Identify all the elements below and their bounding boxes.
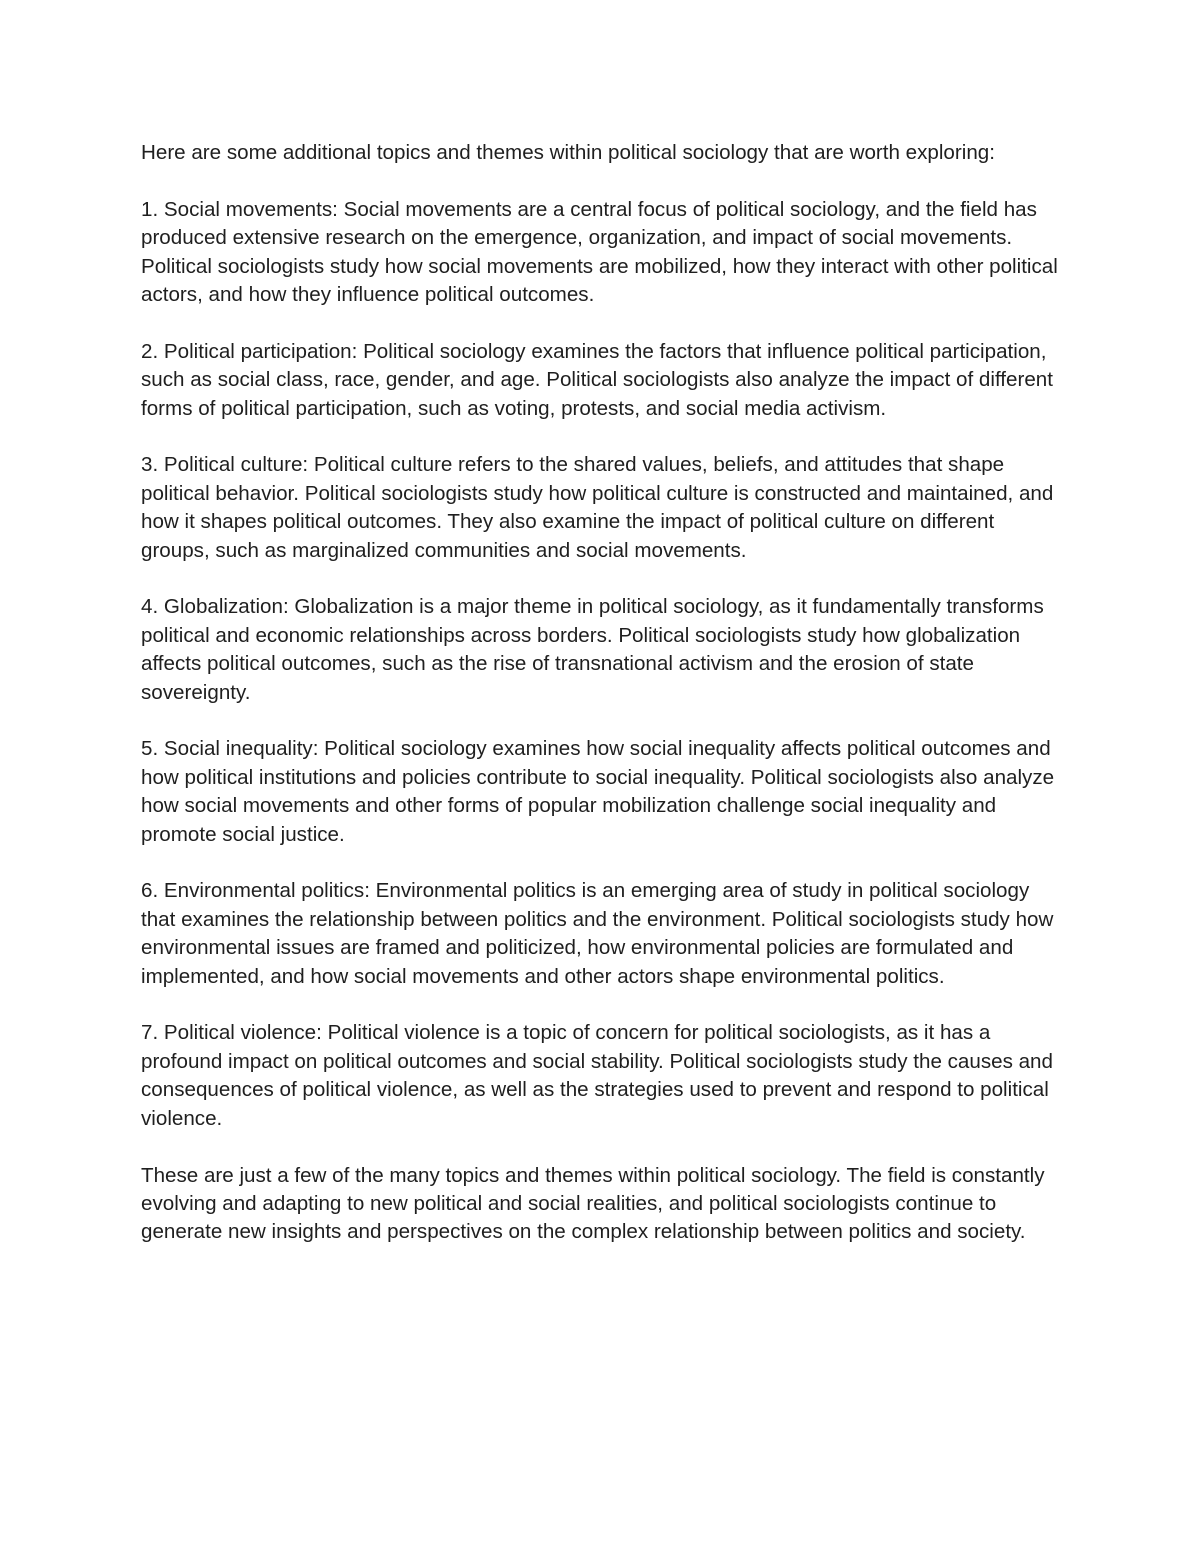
topic-paragraph-social-movements: 1. Social movements: Social movements are a central focus of political sociology, and the field has produced extensive research on the emergence, organization, and impact of social movements. Political sociologists study how social movements are mobilized, how they interact with other political actors, and how they influence political outcomes. xyxy=(141,197,1058,307)
document-body xyxy=(141,139,1066,1247)
topic-paragraph-political-culture: 3. Political culture: Political culture refers to the shared values, beliefs, and attitudes that shape political behavior. Political sociologists study how political culture is constructed and maintained, and how it shapes political outcomes. They also examine the impact of political culture on different groups, such as marginalized communities and social movements. xyxy=(141,453,1054,562)
topic-paragraph-political-participation: 2. Political participation: Political sociology examines the factors that influence political participation, such as social class, race, gender, and age. Political sociologists also analyze the impact of different forms of political participation, such as voting, protests, and social media activism. xyxy=(141,339,1053,420)
intro-paragraph: Here are some additional topics and themes within political sociology that are worth exploring: xyxy=(141,141,995,164)
topic-paragraph-globalization: 4. Globalization: Globalization is a major theme in political sociology, as it fundamentally transforms political and economic relationships across borders. Political sociologists study how globalization affects political outcomes, such as the rise of transnational activism and the erosion of state sovereignty. xyxy=(141,595,1044,704)
conclusion-paragraph: These are just a few of the many topics and themes within political sociology. The field is constantly evolving and adapting to new political and social realities, and political sociologists continue to generate new insights and perspectives on the complex relationship between politics and society. xyxy=(141,1163,1045,1244)
topic-paragraph-environmental-politics: 6. Environmental politics: Environmental politics is an emerging area of study in political sociology that examines the relationship between politics and the environment. Political sociologists study how environmental issues are framed and politicized, how environmental policies are formulated and implemented, and how social movements and other actors shape environmental politics. xyxy=(141,879,1054,988)
topic-paragraph-social-inequality: 5. Social inequality: Political sociology examines how social inequality affects political outcomes and how political institutions and policies contribute to social inequality. Political sociologists also analyze how social movements and other forms of popular mobilization challenge social inequality and promote social justice. xyxy=(141,737,1055,846)
topic-paragraph-political-violence: 7. Political violence: Political violence is a topic of concern for political sociologists, as it has a profound impact on political outcomes and social stability. Political sociologists study the causes and consequences of political violence, as well as the strategies used to prevent and respond to political violence. xyxy=(141,1021,1053,1130)
